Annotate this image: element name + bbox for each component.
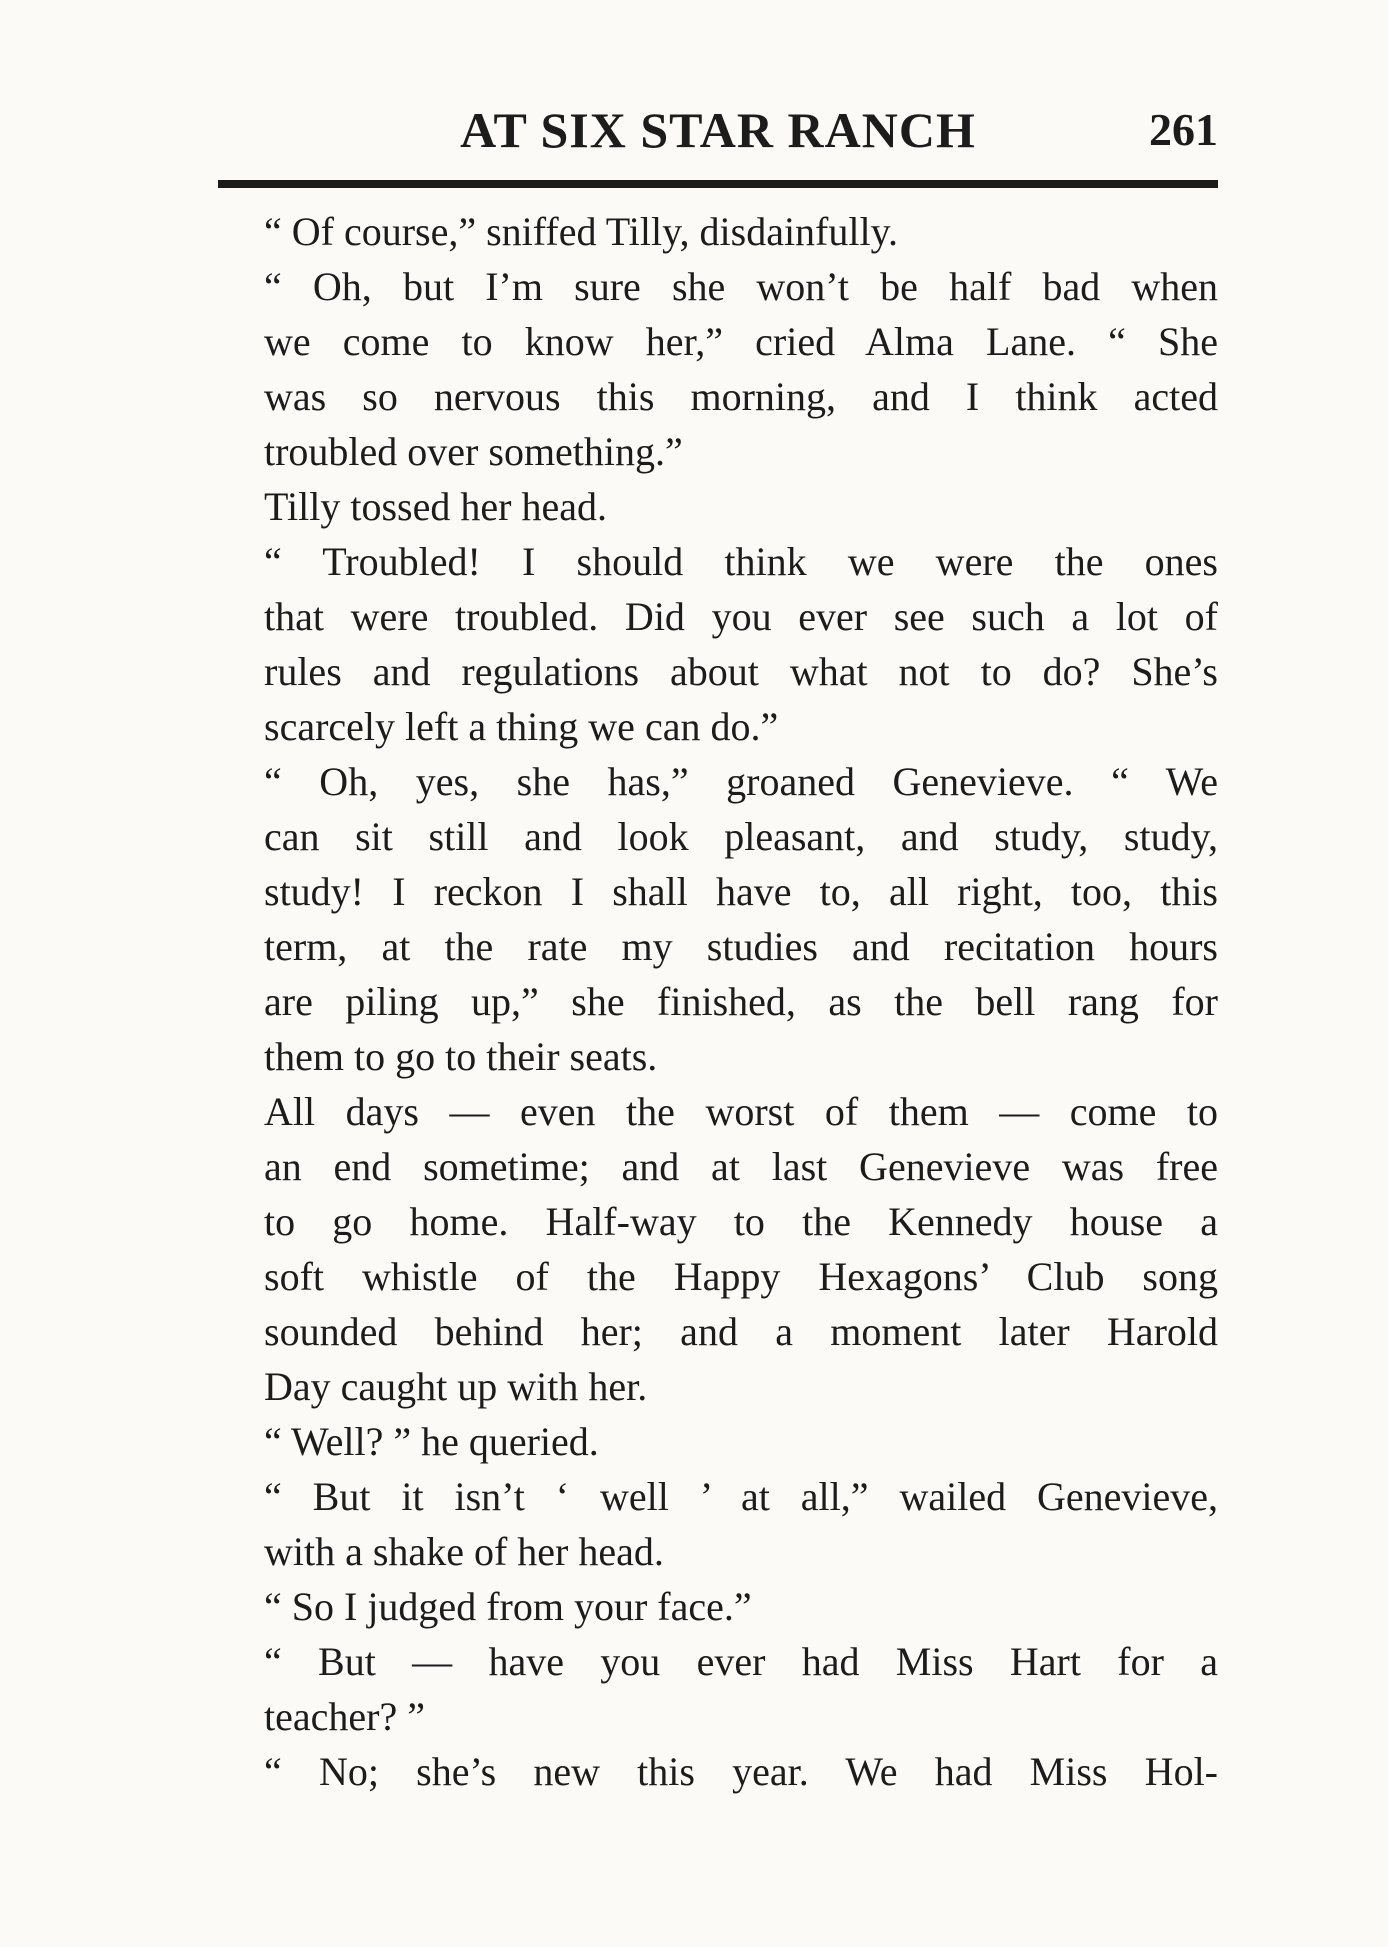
- paragraph: [218, 1634, 1218, 1744]
- body-text: [218, 204, 1218, 1799]
- page-number: 261: [1149, 104, 1218, 155]
- text-line: “ Of course,” sniffed Tilly, disdainfully.: [264, 209, 899, 254]
- text-line: study! I reckon I shall have to, all right, too, this: [264, 869, 1218, 914]
- text-line: scarcely left a thing we can do.”: [264, 704, 779, 749]
- text-line: teacher? ”: [264, 1694, 425, 1739]
- paragraph: [218, 1579, 1218, 1634]
- text-line: we come to know her,” cried Alma Lane. “ She: [264, 319, 1218, 364]
- text-line: soft whistle of the Happy Hexagons’ Club song: [264, 1254, 1218, 1299]
- text-line: are piling up,” she finished, as the bell rang for: [264, 979, 1218, 1024]
- text-line: can sit still and look pleasant, and study, study,: [264, 814, 1218, 859]
- paragraph: [218, 1414, 1218, 1469]
- paragraph: [218, 479, 1218, 534]
- running-title: AT SIX STAR RANCH: [460, 102, 976, 158]
- text-line: them to go to their seats.: [264, 1034, 658, 1079]
- paragraph: [218, 534, 1218, 754]
- paragraph: [218, 204, 1218, 259]
- text-line: was so nervous this morning, and I think acted: [264, 374, 1218, 419]
- paragraph: [218, 754, 1218, 1084]
- text-line: an end sometime; and at last Genevieve was free: [264, 1144, 1218, 1189]
- text-line: term, at the rate my studies and recitation hours: [264, 924, 1218, 969]
- text-line: “ No; she’s new this year. We had Miss Hol-: [264, 1749, 1218, 1794]
- page-header: [218, 100, 1218, 160]
- text-line: that were troubled. Did you ever see such a lot of: [264, 594, 1218, 639]
- text-line: “ But — have you ever had Miss Hart for a: [264, 1639, 1218, 1684]
- text-line: “ But it isn’t ‘ well ’ at all,” wailed Genevieve,: [264, 1474, 1218, 1519]
- paragraph: [218, 1084, 1218, 1414]
- paragraph: [218, 1469, 1218, 1579]
- paragraph: [218, 259, 1218, 479]
- text-line: troubled over something.”: [264, 429, 683, 474]
- text-line: “ Well? ” he queried.: [264, 1419, 599, 1464]
- text-line: sounded behind her; and a moment later Harold: [264, 1309, 1218, 1354]
- text-line: “ Troubled! I should think we were the ones: [264, 539, 1218, 584]
- text-line: “ Oh, but I’m sure she won’t be half bad when: [264, 264, 1218, 309]
- text-line: “ So I judged from your face.”: [264, 1584, 752, 1629]
- text-line: with a shake of her head.: [264, 1529, 664, 1574]
- text-line: “ Oh, yes, she has,” groaned Genevieve. “ We: [264, 759, 1218, 804]
- text-line: Tilly tossed her head.: [264, 484, 607, 529]
- text-line: Day caught up with her.: [264, 1364, 648, 1409]
- text-line: to go home. Half-way to the Kennedy house a: [264, 1199, 1218, 1244]
- paragraph: [218, 1744, 1218, 1799]
- header-rule: [218, 180, 1218, 188]
- text-line: rules and regulations about what not to do? She’s: [264, 649, 1218, 694]
- text-line: All days — even the worst of them — come to: [264, 1089, 1218, 1134]
